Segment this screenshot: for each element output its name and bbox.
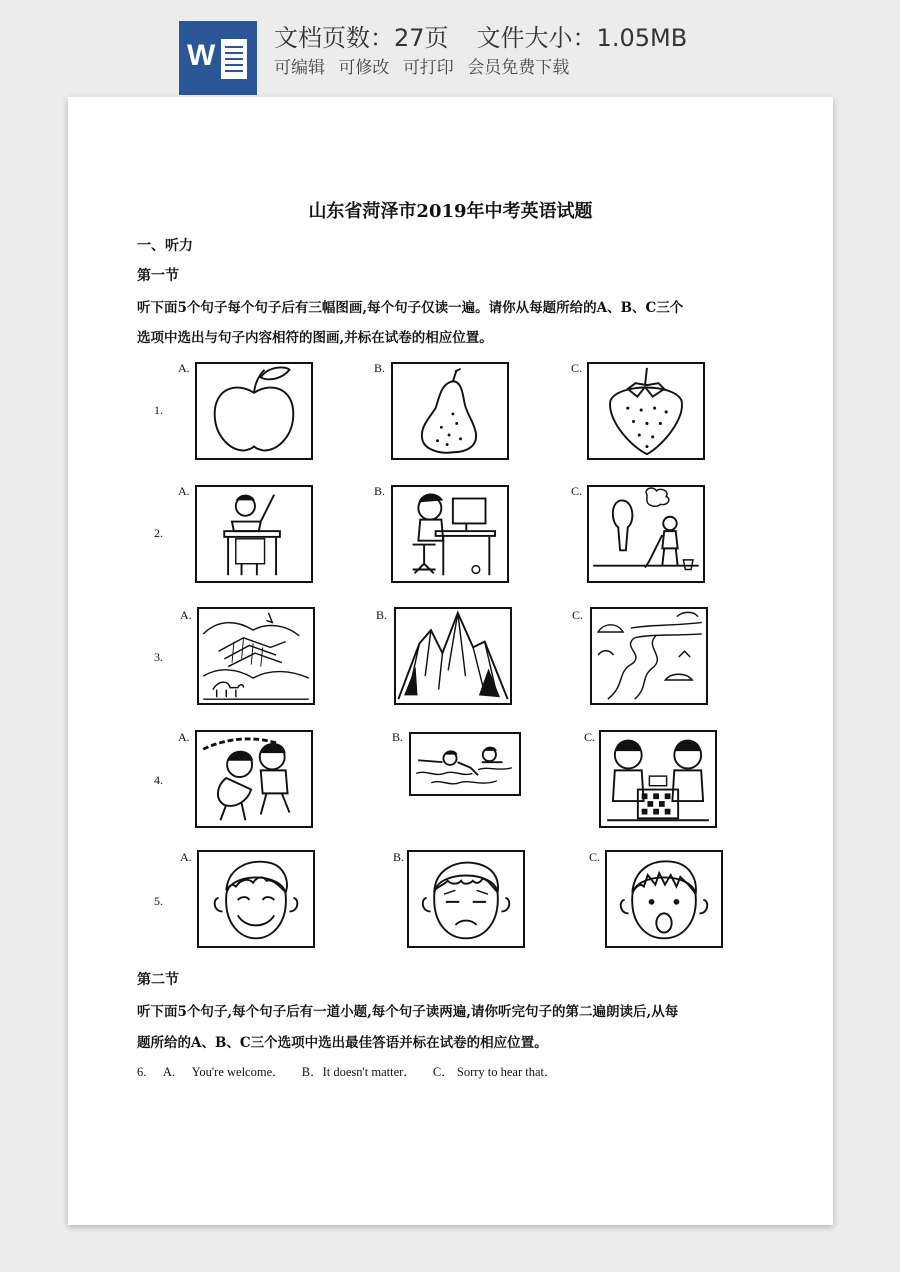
answer-option-a[interactable]: You're welcome． — [191, 1065, 285, 1079]
playing-chess-icon[interactable] — [599, 730, 717, 828]
instruction-line: 听下面5个句子,每个句子后有一道小题,每个句子读两遍,请你听完句子的第二遍朗读后,从每 — [137, 1004, 679, 1020]
question-number: 2. — [154, 526, 163, 540]
children-playing-icon[interactable] — [195, 730, 313, 828]
option-letter: C. — [571, 484, 583, 498]
instruction-line: 听下面5个句子每个句子后有三幅图画,每个句子仅读一遍。请你从每题所给的A、B、C三个 — [137, 300, 684, 316]
option-letter: B. — [374, 484, 386, 498]
question-number: 3. — [154, 650, 163, 664]
happy-face-icon[interactable] — [197, 850, 315, 948]
answer-option-c[interactable]: C． Sorry to hear that． — [432, 1065, 557, 1079]
option-letter: A. — [162, 1065, 175, 1079]
answer-option-b[interactable]: B．It doesn't matter． — [301, 1065, 416, 1079]
mountains-icon[interactable] — [394, 607, 512, 705]
sad-face-icon[interactable] — [407, 850, 525, 948]
file-meta — [274, 22, 687, 54]
feature-editable: 可编辑 — [274, 58, 325, 78]
document-page — [68, 97, 833, 1225]
question-6 — [137, 1062, 571, 1080]
option-letter: C. — [571, 361, 583, 375]
option-letter: A. — [180, 608, 192, 622]
question-number: 5. — [154, 894, 163, 908]
question-number: 6. — [137, 1065, 147, 1079]
boy-planting-tree-icon[interactable] — [587, 485, 705, 583]
option-letter: C. — [584, 730, 596, 744]
feature-free-download: 会员免费下载 — [467, 58, 570, 78]
word-document-icon: W — [179, 21, 257, 95]
feature-modifiable: 可修改 — [338, 58, 390, 78]
option-letter: B. — [393, 850, 405, 864]
section-heading: 第一节 — [137, 268, 179, 284]
option-letter: C. — [589, 850, 601, 864]
file-size: 文件大小：1.05MB — [476, 24, 688, 52]
page-count: 文档页数：27页 — [274, 24, 449, 52]
boy-at-desk-icon[interactable] — [195, 485, 313, 583]
apple-icon[interactable] — [195, 362, 313, 460]
option-letter: A. — [178, 484, 190, 498]
option-letter: A. — [180, 850, 192, 864]
page-title: 山东省菏泽市2019年中考英语试题 — [308, 201, 593, 222]
option-letter: B. — [392, 730, 404, 744]
pear-icon[interactable] — [391, 362, 509, 460]
download-banner — [0, 0, 900, 100]
boy-at-computer-icon[interactable] — [391, 485, 509, 583]
question-number: 4. — [154, 773, 163, 787]
surprised-face-icon[interactable] — [605, 850, 723, 948]
part-heading: 一、听力 — [137, 238, 193, 254]
strawberry-icon[interactable] — [587, 362, 705, 460]
option-letter: A. — [178, 361, 190, 375]
instruction-line: 题所给的A、B、C三个选项中选出最佳答语并标在试卷的相应位置。 — [137, 1035, 548, 1051]
desert-hills-icon[interactable] — [197, 607, 315, 705]
instruction-line: 选项中选出与句子内容相符的图画,并标在试卷的相应位置。 — [137, 330, 493, 346]
swimming-icon[interactable] — [409, 732, 521, 796]
feature-list — [274, 56, 577, 80]
option-letter: B. — [374, 361, 386, 375]
river-icon[interactable] — [590, 607, 708, 705]
question-number: 1. — [154, 403, 163, 417]
option-letter: C. — [572, 608, 584, 622]
option-letter: B. — [376, 608, 388, 622]
option-letter: A. — [178, 730, 190, 744]
feature-printable: 可打印 — [402, 58, 454, 78]
section-heading: 第二节 — [137, 972, 179, 988]
